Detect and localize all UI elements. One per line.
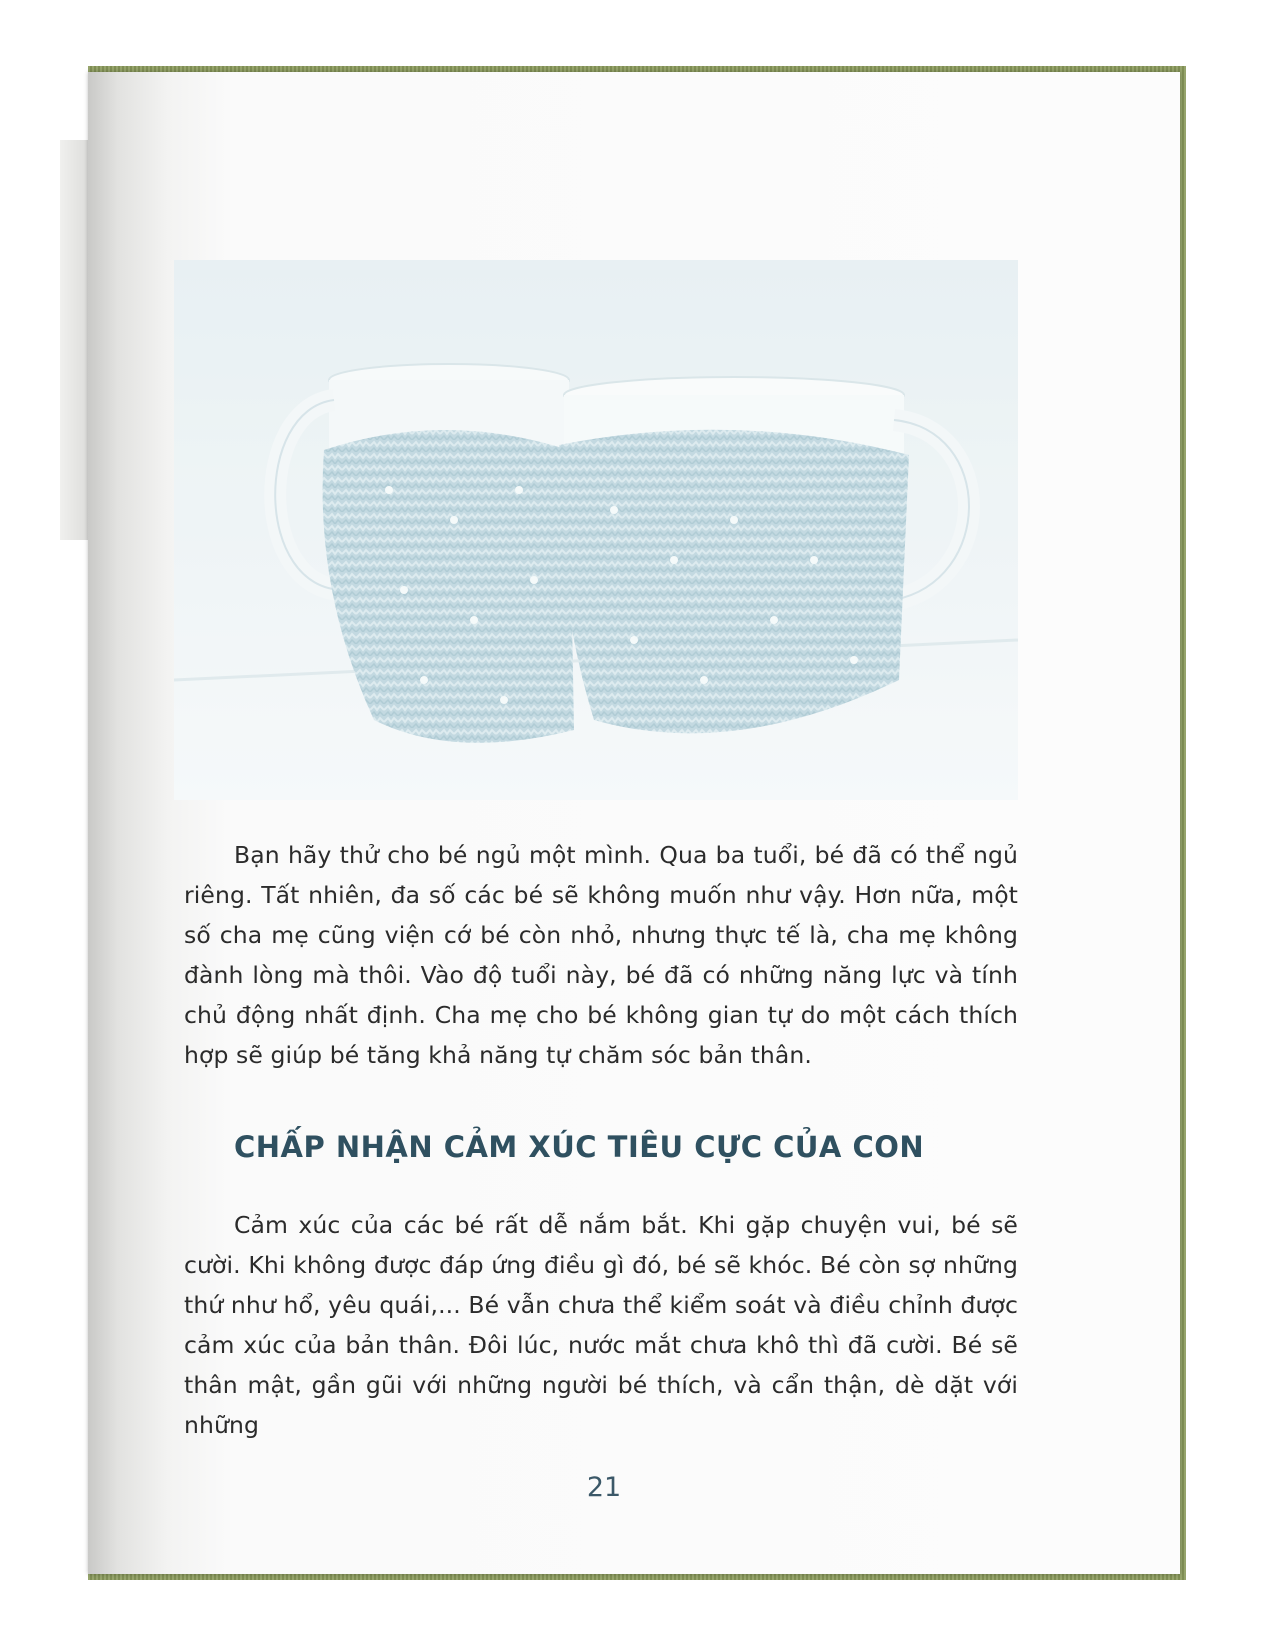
- body-paragraph-2: Cảm xúc của các bé rất dễ nắm bắt. Khi gặp chuyện vui, bé sẽ cười. Khi không được đáp ứng điều gì đó, bé sẽ khóc. Bé còn sợ những thứ như hổ, yêu quái,... Bé vẫn chưa thể kiểm soát và điều chỉnh được cảm xúc của bản thân. Đôi lúc, nước mắt chưa khô thì đã cười. Bé sẽ thân mật, gần gũi với những người bé thích, và cẩn thận, dè dặt với những: [184, 1211, 1018, 1439]
- knitted-mugs-photo: [174, 260, 1018, 800]
- page-number: 21: [586, 1472, 622, 1503]
- body-paragraph-1: Bạn hãy thử cho bé ngủ một mình. Qua ba tuổi, bé đã có thể ngủ riêng. Tất nhiên, đa số các bé sẽ không muốn như vậy. Hơn nữa, một số cha mẹ cũng viện cớ bé còn nhỏ, nhưng thực tế là, cha mẹ không đành lòng mà thôi. Vào độ tuổi này, bé đã có những năng lực và tính chủ động nhất định. Cha mẹ cho bé không gian tự do một cách thích hợp sẽ giúp bé tăng khả năng tự chăm sóc bản thân.: [184, 841, 1018, 1069]
- left-page-edge: [60, 140, 90, 540]
- section-heading: CHẤP NHẬN CẢM XÚC TIÊU CỰC CỦA CON: [234, 1130, 925, 1164]
